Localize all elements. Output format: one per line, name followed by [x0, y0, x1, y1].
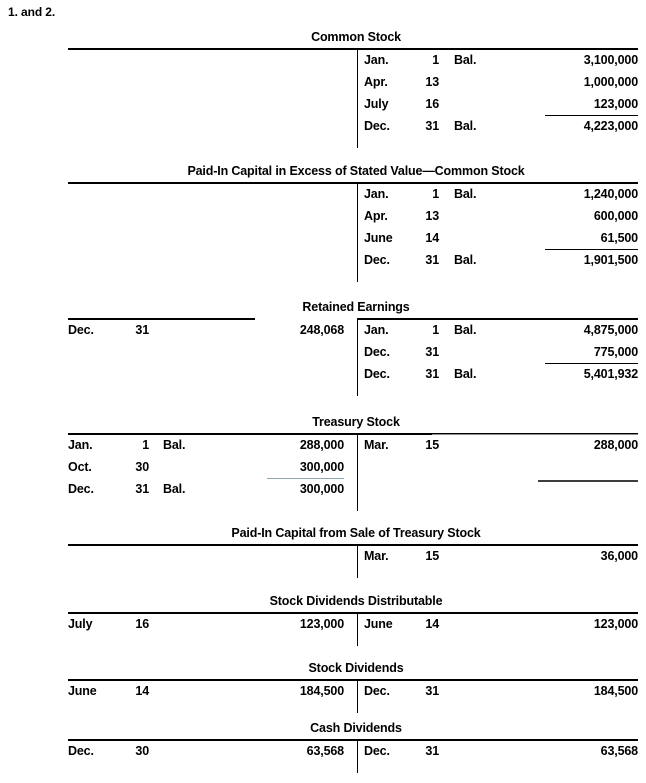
credit-amount-cell: 3,100,000	[583, 53, 638, 67]
credit-month-cell: Dec.	[364, 684, 390, 698]
credit-month-cell: Dec.	[364, 345, 390, 359]
credit-amount-cell: 123,000	[593, 97, 638, 111]
credit-amount-cell: 5,401,932	[583, 367, 638, 381]
account-center-divider	[357, 48, 358, 148]
credit-bal-cell: Bal.	[454, 323, 477, 337]
debit-day-cell: 31	[135, 323, 149, 337]
account-top-rule	[68, 612, 638, 614]
problem-label: 1. and 2.	[8, 5, 56, 19]
credit-amount-cell: 63,568	[600, 744, 638, 758]
debit-month-cell: July	[68, 617, 93, 631]
credit-day-cell: 1	[432, 53, 439, 67]
debit-subtotal-rule	[267, 478, 344, 479]
credit-amount-cell: 61,500	[600, 231, 638, 245]
debit-amount-cell: 184,500	[299, 684, 344, 698]
account-top-rule	[68, 544, 638, 546]
credit-month-cell: June	[364, 617, 393, 631]
credit-month-cell: Mar.	[364, 438, 389, 452]
account-top-rule-right-thin	[432, 434, 638, 435]
account-title: Paid-In Capital in Excess of Stated Value—Common Stock	[187, 164, 525, 178]
credit-month-cell: Jan.	[364, 323, 389, 337]
credit-day-cell: 1	[432, 187, 439, 201]
debit-day-cell: 30	[135, 744, 149, 758]
credit-amount-cell: 123,000	[593, 617, 638, 631]
account-title: Retained Earnings	[302, 300, 410, 314]
credit-bal-cell: Bal.	[454, 253, 477, 267]
credit-bal-cell: Bal.	[454, 53, 477, 67]
debit-amount-cell: 288,000	[299, 438, 344, 452]
debit-amount-cell: 300,000	[299, 460, 344, 474]
debit-day-cell: 16	[135, 617, 149, 631]
debit-month-cell: Dec.	[68, 744, 94, 758]
credit-day-cell: 15	[425, 438, 439, 452]
account-center-divider	[357, 679, 358, 713]
account-top-rule-right	[357, 318, 638, 320]
debit-amount-cell: 248,068	[299, 323, 344, 337]
credit-month-cell: Jan.	[364, 53, 389, 67]
debit-month-cell: June	[68, 684, 97, 698]
credit-month-cell: Dec.	[364, 119, 390, 133]
credit-day-cell: 15	[425, 549, 439, 563]
debit-day-cell: 30	[135, 460, 149, 474]
account-center-divider	[357, 739, 358, 773]
debit-day-cell: 31	[135, 482, 149, 496]
credit-amount-cell: 1,240,000	[583, 187, 638, 201]
credit-bal-cell: Bal.	[454, 367, 477, 381]
account-center-divider	[357, 544, 358, 578]
credit-month-cell: Apr.	[364, 209, 388, 223]
credit-amount-cell: 184,500	[593, 684, 638, 698]
credit-month-cell: Dec.	[364, 367, 390, 381]
credit-bal-cell: Bal.	[454, 187, 477, 201]
credit-day-cell: 14	[425, 617, 439, 631]
debit-amount-cell: 63,568	[306, 744, 344, 758]
credit-day-cell: 31	[425, 744, 439, 758]
account-top-rule	[68, 679, 638, 681]
credit-subtotal-rule	[545, 249, 638, 250]
account-title: Treasury Stock	[312, 415, 400, 429]
credit-amount-cell: 1,901,500	[583, 253, 638, 267]
debit-month-cell: Dec.	[68, 482, 94, 496]
credit-day-cell: 13	[425, 209, 439, 223]
account-title: Common Stock	[311, 30, 401, 44]
debit-amount-cell: 300,000	[299, 482, 344, 496]
credit-amount-cell: 288,000	[593, 438, 638, 452]
account-title: Stock Dividends Distributable	[269, 594, 443, 608]
credit-amount-cell: 4,223,000	[583, 119, 638, 133]
debit-day-cell: 14	[135, 684, 149, 698]
credit-amount-cell: 4,875,000	[583, 323, 638, 337]
account-center-divider	[357, 318, 358, 396]
credit-month-cell: Jan.	[364, 187, 389, 201]
credit-day-cell: 13	[425, 75, 439, 89]
account-top-rule	[68, 182, 638, 184]
debit-month-cell: Dec.	[68, 323, 94, 337]
credit-day-cell: 14	[425, 231, 439, 245]
account-center-divider	[357, 612, 358, 646]
credit-month-cell: Apr.	[364, 75, 388, 89]
credit-day-cell: 31	[425, 367, 439, 381]
debit-month-cell: Oct.	[68, 460, 92, 474]
credit-day-cell: 16	[425, 97, 439, 111]
credit-month-cell: Mar.	[364, 549, 389, 563]
credit-day-cell: 31	[425, 684, 439, 698]
debit-bal-cell: Bal.	[163, 438, 186, 452]
account-top-rule	[68, 48, 638, 50]
credit-subtotal-rule	[545, 363, 638, 364]
account-center-divider	[357, 433, 358, 511]
credit-day-cell: 31	[425, 345, 439, 359]
account-title: Stock Dividends	[308, 661, 404, 675]
credit-day-cell: 31	[425, 119, 439, 133]
credit-total-rule	[538, 480, 638, 482]
debit-day-cell: 1	[142, 438, 149, 452]
account-top-rule	[68, 318, 255, 320]
credit-month-cell: Dec.	[364, 744, 390, 758]
account-title: Paid-In Capital from Sale of Treasury Stock	[231, 526, 481, 540]
credit-bal-cell: Bal.	[454, 119, 477, 133]
credit-amount-cell: 1,000,000	[583, 75, 638, 89]
credit-amount-cell: 36,000	[600, 549, 638, 563]
account-title: Cash Dividends	[310, 721, 402, 735]
credit-amount-cell: 600,000	[593, 209, 638, 223]
debit-amount-cell: 123,000	[299, 617, 344, 631]
credit-month-cell: June	[364, 231, 393, 245]
credit-month-cell: Dec.	[364, 253, 390, 267]
account-center-divider	[357, 182, 358, 282]
credit-day-cell: 1	[432, 323, 439, 337]
account-top-rule	[68, 739, 638, 741]
debit-bal-cell: Bal.	[163, 482, 186, 496]
credit-amount-cell: 775,000	[593, 345, 638, 359]
credit-subtotal-rule	[545, 115, 638, 116]
credit-month-cell: July	[364, 97, 389, 111]
credit-day-cell: 31	[425, 253, 439, 267]
debit-month-cell: Jan.	[68, 438, 93, 452]
